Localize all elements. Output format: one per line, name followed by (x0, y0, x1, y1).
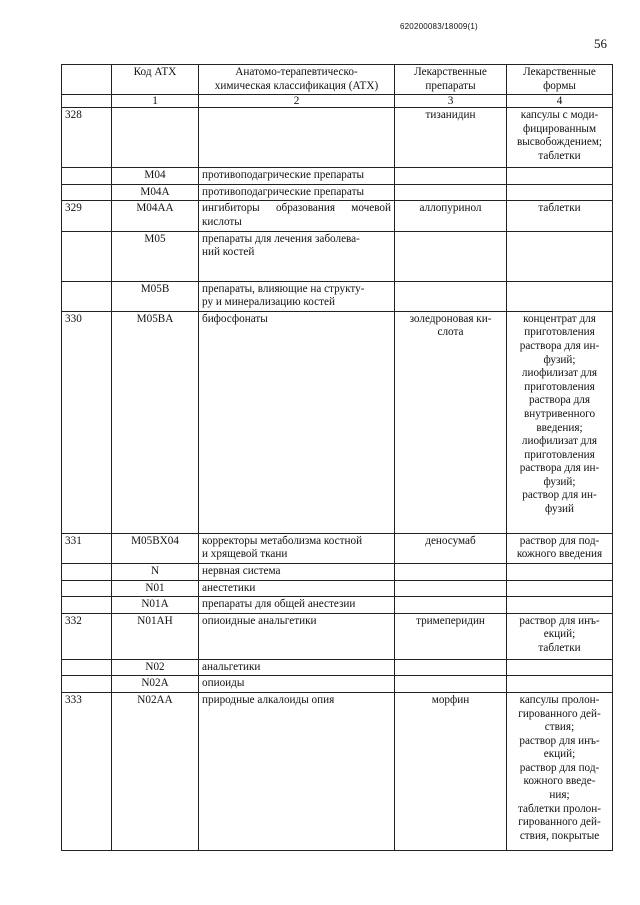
row-number-cell: 333 (62, 692, 112, 850)
index-cell-2: 2 (199, 95, 395, 108)
row-number-cell: 330 (62, 311, 112, 533)
row-number-cell: 331 (62, 533, 112, 563)
dosage-forms-cell: концентрат для приготовления раствора для ин- фузий; лиофилизат для приготовления раствора для внутривенного введения; лиофилизат для приготовления раствора для ин- фузий; раствор для ин- фузий (507, 311, 613, 533)
dosage-forms-cell: раствор для инъ- екций; таблетки (507, 613, 613, 659)
atc-classification-cell: опиоидные анальгетики (199, 613, 395, 659)
row-number-cell (62, 659, 112, 676)
document-id: 620200083/18009(1) (400, 22, 478, 31)
drug-name-cell (395, 580, 507, 597)
drug-name-cell: тизанидин (395, 108, 507, 168)
drug-name-cell: аллопуринол (395, 201, 507, 231)
table-row (62, 659, 613, 676)
atc-classification-cell: препараты, влияющие на структу- ру и минерализацию костей (199, 281, 395, 311)
atc-code-cell: M05B (112, 281, 199, 311)
row-number-cell (62, 168, 112, 185)
atc-classification-cell: анестетики (199, 580, 395, 597)
row-number-cell (62, 676, 112, 693)
atc-classification-cell: природные алкалоиды опия (199, 692, 395, 850)
atc-classification-cell: ингибиторы образования мочевой кислоты (199, 201, 395, 231)
atc-classification-cell: бифосфонаты (199, 311, 395, 533)
drug-name-cell: тримеперидин (395, 613, 507, 659)
dosage-forms-cell (507, 184, 613, 201)
dosage-forms-cell (507, 231, 613, 281)
atc-code-cell: N02 (112, 659, 199, 676)
table-row (62, 168, 613, 185)
row-number-cell (62, 597, 112, 614)
dosage-forms-cell (507, 597, 613, 614)
row-number-cell: 328 (62, 108, 112, 168)
row-number-cell (62, 281, 112, 311)
drug-name-cell (395, 231, 507, 281)
atc-classification-cell: противоподагрические препараты (199, 184, 395, 201)
header-drugs: Лекарственные препараты (395, 65, 507, 95)
table-row (62, 281, 613, 311)
table-row (62, 613, 613, 659)
header-atc-code: Код АТХ (112, 65, 199, 95)
row-number-cell (62, 231, 112, 281)
table-row (62, 692, 613, 850)
header-number (62, 65, 112, 95)
dosage-forms-cell (507, 281, 613, 311)
atc-code-cell: M04AA (112, 201, 199, 231)
atc-classification-cell: нервная система (199, 563, 395, 580)
atc-code-cell: N01A (112, 597, 199, 614)
table-row (62, 563, 613, 580)
dosage-forms-cell (507, 580, 613, 597)
dosage-forms-cell: таблетки (507, 201, 613, 231)
table-row (62, 108, 613, 168)
drug-name-cell (395, 281, 507, 311)
atc-classification-cell (199, 108, 395, 168)
atc-code-cell: M04 (112, 168, 199, 185)
drug-name-cell (395, 168, 507, 185)
atc-code-cell: N (112, 563, 199, 580)
dosage-forms-cell (507, 659, 613, 676)
dosage-forms-cell (507, 563, 613, 580)
table-row (62, 184, 613, 201)
atc-code-cell: N02AA (112, 692, 199, 850)
row-number-cell (62, 580, 112, 597)
row-number-cell: 329 (62, 201, 112, 231)
table-row (62, 533, 613, 563)
index-cell-4: 4 (507, 95, 613, 108)
dosage-forms-cell: капсулы пролон- гированного дей- ствия; раствор для инъ- екций; раствор для под- кожного введе- ния; таблетки пролон- гированного дей- ствия, покрытые (507, 692, 613, 850)
atc-classification-cell: корректоры метаболизма костной и хрящевой ткани (199, 533, 395, 563)
drug-name-cell (395, 659, 507, 676)
drug-name-cell (395, 676, 507, 693)
atc-classification-cell: опиоиды (199, 676, 395, 693)
atc-code-cell: N01 (112, 580, 199, 597)
header-atc-classification: Анатомо-терапевтическо- химическая классификация (АТХ) (199, 65, 395, 95)
atc-drug-table (61, 64, 613, 851)
table-row (62, 580, 613, 597)
row-number-cell (62, 184, 112, 201)
row-number-cell: 332 (62, 613, 112, 659)
drug-name-cell (395, 563, 507, 580)
dosage-forms-cell (507, 676, 613, 693)
atc-code-cell (112, 108, 199, 168)
atc-code-cell: N02A (112, 676, 199, 693)
atc-code-cell: M04A (112, 184, 199, 201)
dosage-forms-cell (507, 168, 613, 185)
index-cell-1: 1 (112, 95, 199, 108)
dosage-forms-cell: раствор для под- кожного введения (507, 533, 613, 563)
table-header-row (62, 65, 613, 95)
header-dosage-forms: Лекарственные формы (507, 65, 613, 95)
dosage-forms-cell: капсулы с моди- фицированным высвобождением; таблетки (507, 108, 613, 168)
drug-name-cell (395, 184, 507, 201)
drug-name-cell: золедроновая ки- слота (395, 311, 507, 533)
drug-name-cell: морфин (395, 692, 507, 850)
table-row (62, 311, 613, 533)
atc-code-cell: M05 (112, 231, 199, 281)
table-row (62, 597, 613, 614)
atc-classification-cell: анальгетики (199, 659, 395, 676)
drug-name-cell (395, 597, 507, 614)
atc-classification-cell: препараты для лечения заболева- ний костей (199, 231, 395, 281)
row-number-cell (62, 563, 112, 580)
table-index-row (62, 95, 613, 108)
atc-code-cell: M05BA (112, 311, 199, 533)
table-row (62, 676, 613, 693)
atc-classification-cell: противоподагрические препараты (199, 168, 395, 185)
atc-code-cell: M05BX04 (112, 533, 199, 563)
table-row (62, 201, 613, 231)
index-cell-0 (62, 95, 112, 108)
drug-name-cell: деносумаб (395, 533, 507, 563)
index-cell-3: 3 (395, 95, 507, 108)
page-number: 56 (594, 36, 607, 51)
table-row (62, 231, 613, 281)
atc-code-cell: N01AH (112, 613, 199, 659)
atc-classification-cell: препараты для общей анестезии (199, 597, 395, 614)
